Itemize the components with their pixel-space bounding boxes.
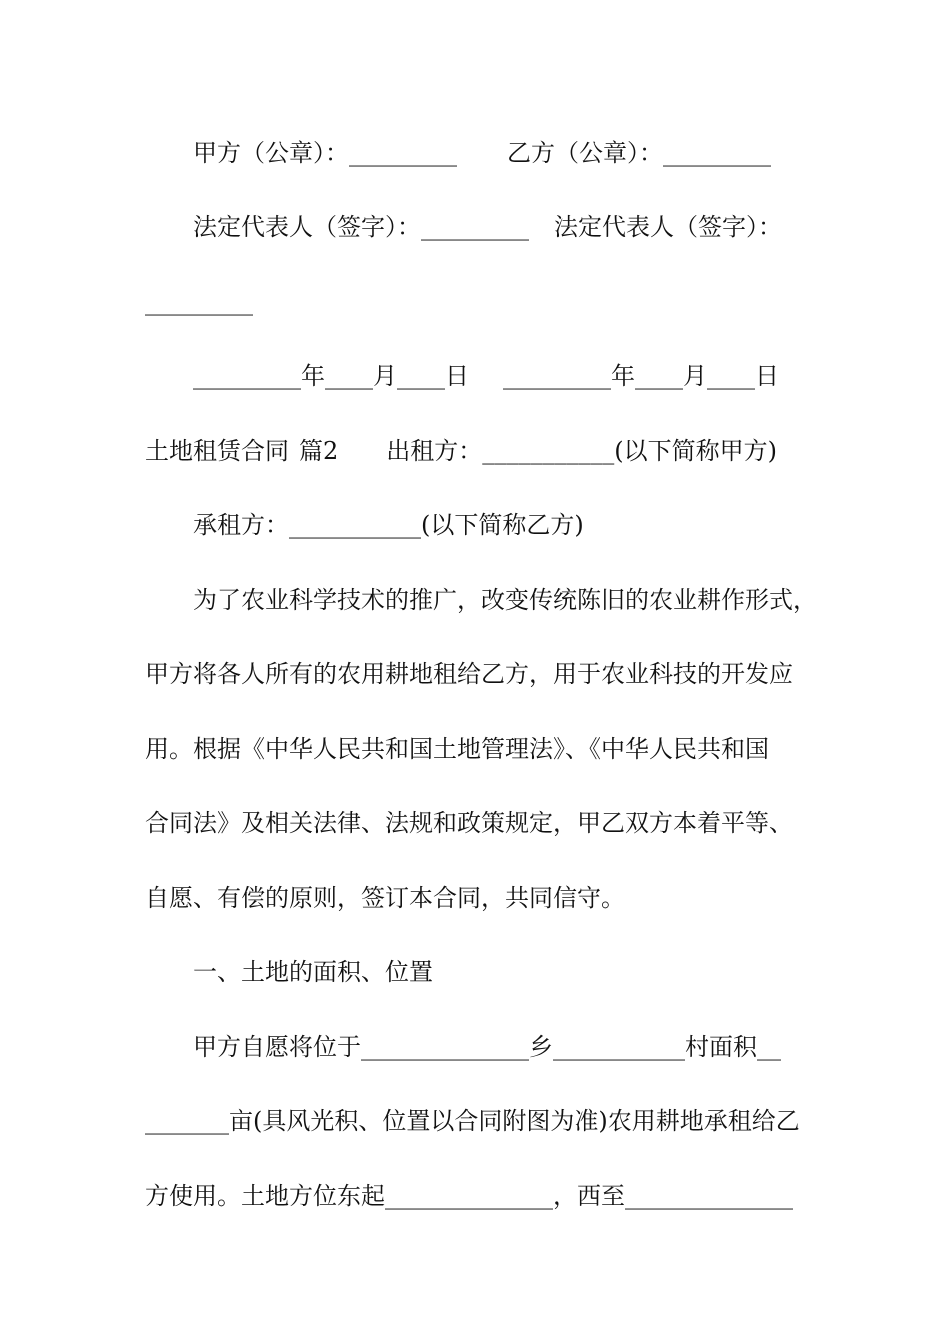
date-row — [193, 358, 873, 394]
preamble-line: 甲方将各人所有的农用耕地租给乙方，用于农业科技的开发应 — [145, 660, 793, 688]
seal-row — [193, 135, 873, 171]
preamble-line: 为了农业科学技术的推广，改变传统陈旧的农业耕作形式， — [193, 586, 817, 614]
party-a-seal: 甲方（公章）：_________ — [193, 139, 457, 167]
party-a-representative: 法定代表人（签字）：_________ — [193, 213, 529, 241]
lessee-line: 承租方：___________(以下简称乙方) — [193, 511, 584, 539]
representative-row — [193, 209, 873, 245]
preamble-line: 用。根据《中华人民共和国土地管理法》、《中华人民共和国 — [145, 735, 769, 763]
party-b-seal: 乙方（公章）：_________ — [507, 139, 771, 167]
representative-blank-row — [145, 284, 825, 320]
clause-line: _______亩(具风光积、位置以合同附图为准)农用耕地承租给乙 — [145, 1107, 800, 1135]
clause-heading: 一、土地的面积、位置 — [193, 958, 433, 986]
preamble-line: 合同法》及相关法律、法规和政策规定，甲乙双方本着平等、 — [145, 809, 793, 837]
preamble-line: 自愿、有偿的原则，签订本合同，共同信守。 — [145, 884, 625, 912]
clause-line: 甲方自愿将位于______________乡___________村面积__ — [193, 1033, 781, 1061]
lessor-line: 出租方：___________(以下简称甲方) — [386, 437, 778, 465]
party-a-date: _________年____月____日 — [193, 362, 469, 390]
party-b-representative: 法定代表人（签字）： — [554, 213, 782, 241]
contract-heading-row — [145, 433, 825, 469]
party-b-date: _________年____月____日 — [503, 362, 779, 390]
contract-section: 篇2 — [299, 437, 339, 465]
contract-title: 土地租赁合同 — [145, 437, 289, 465]
clause-line: 方使用。土地方位东起______________，西至______________ — [145, 1182, 793, 1210]
party-b-representative-blank: _________ — [145, 288, 253, 316]
